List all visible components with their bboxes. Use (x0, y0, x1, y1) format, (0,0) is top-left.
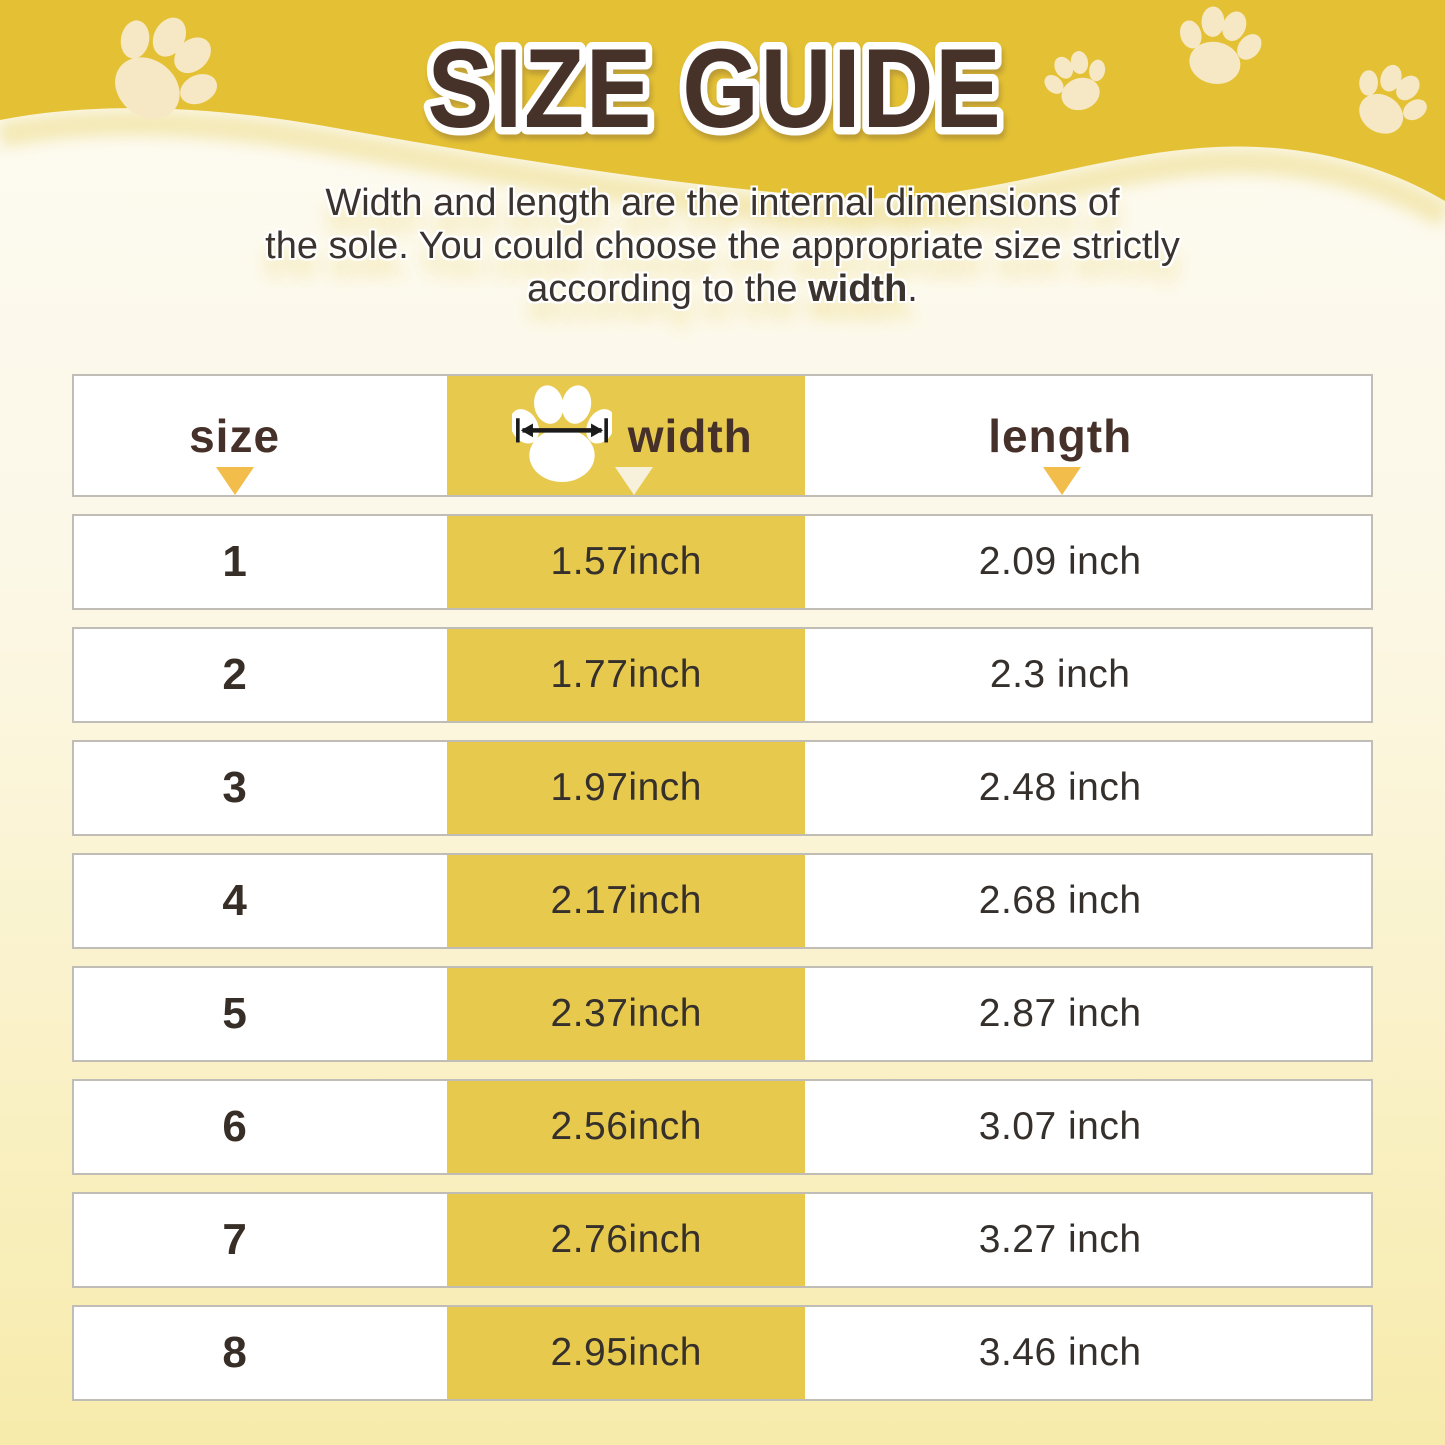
width-value: 2.95inch (550, 1331, 702, 1374)
description (0, 182, 1445, 311)
width-paw-icon (512, 382, 612, 490)
size-cell (74, 742, 447, 834)
length-cell (805, 1307, 1371, 1399)
table-row (72, 1192, 1373, 1288)
length-value: 2.68 inch (978, 879, 1142, 922)
size-cell (74, 968, 447, 1060)
size-value: 7 (222, 1215, 247, 1264)
length-marker-triangle (1043, 467, 1081, 495)
width-value: 2.76inch (550, 1218, 702, 1261)
size-table (72, 374, 1373, 1401)
length-value: 3.27 inch (978, 1218, 1142, 1261)
length-cell (805, 1081, 1371, 1173)
length-cell (805, 629, 1371, 721)
width-cell (447, 1081, 805, 1173)
size-cell (74, 1307, 447, 1399)
length-value: 2.3 inch (989, 653, 1131, 696)
description-width-keyword: width (808, 268, 908, 310)
width-cell (447, 516, 805, 608)
length-value: 2.87 inch (978, 992, 1142, 1035)
size-value: 4 (222, 876, 247, 925)
header-width-label: width (627, 409, 753, 462)
table-row (72, 853, 1373, 949)
width-cell (447, 1194, 805, 1286)
length-cell (805, 968, 1371, 1060)
width-value: 1.77inch (550, 653, 702, 696)
width-value: 2.17inch (550, 879, 702, 922)
header-size-label: size (189, 409, 281, 462)
page-title: SIZE GUIDE (427, 26, 1003, 151)
description-line-2: the sole. You could choose the appropriate size strictly (265, 225, 1180, 267)
table-row (72, 966, 1373, 1062)
size-cell (74, 1194, 447, 1286)
length-cell (805, 516, 1371, 608)
width-value: 1.97inch (550, 766, 702, 809)
header-size (74, 376, 447, 495)
size-marker-triangle (216, 467, 254, 495)
description-line-3 (0, 268, 1445, 311)
size-value: 1 (222, 537, 247, 586)
length-cell (805, 742, 1371, 834)
description-line-3-text: according to the (527, 268, 809, 310)
width-value: 2.56inch (550, 1105, 702, 1148)
width-cell (447, 742, 805, 834)
table-row (72, 514, 1373, 610)
size-value: 8 (222, 1328, 247, 1377)
size-value: 6 (222, 1102, 247, 1151)
size-cell (74, 629, 447, 721)
length-value: 3.07 inch (978, 1105, 1142, 1148)
length-value: 2.09 inch (978, 540, 1142, 583)
length-value: 3.46 inch (978, 1331, 1142, 1374)
length-cell (805, 1194, 1371, 1286)
size-cell (74, 1081, 447, 1173)
size-table-rows (72, 514, 1373, 1401)
length-value: 2.48 inch (978, 766, 1142, 809)
length-cell (805, 855, 1371, 947)
width-value: 2.37inch (550, 992, 702, 1035)
header-length (805, 376, 1371, 495)
table-row (72, 740, 1373, 836)
width-marker-triangle (615, 467, 653, 495)
table-header-row (72, 374, 1373, 497)
description-line-3-period: . (907, 268, 918, 310)
size-cell (74, 855, 447, 947)
description-line-1: Width and length are the internal dimensions of (325, 182, 1120, 224)
size-value: 2 (222, 650, 247, 699)
table-row (72, 1305, 1373, 1401)
size-value: 5 (222, 989, 247, 1038)
width-cell (447, 855, 805, 947)
table-row (72, 627, 1373, 723)
width-cell (447, 1307, 805, 1399)
width-cell (447, 629, 805, 721)
width-cell (447, 968, 805, 1060)
width-value: 1.57inch (550, 540, 702, 583)
table-row (72, 1079, 1373, 1175)
header-length-label: length (988, 409, 1133, 462)
size-value: 3 (222, 763, 247, 812)
size-cell (74, 516, 447, 608)
